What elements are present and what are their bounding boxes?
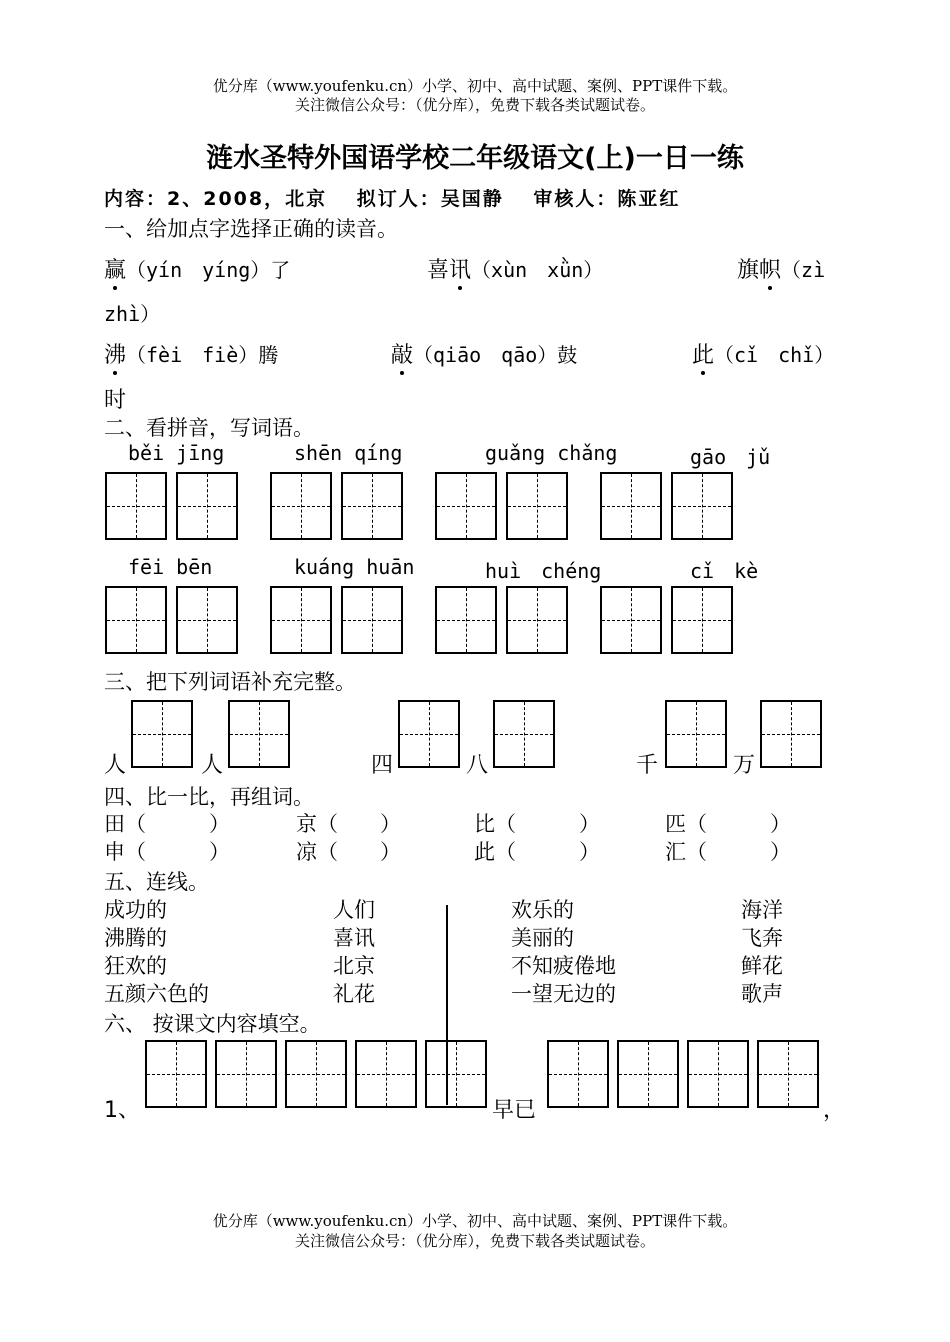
- dotted-char: 帜: [759, 253, 781, 284]
- link-left-word[interactable]: 狂欢的: [104, 954, 167, 978]
- idiom-char: 千: [636, 753, 659, 778]
- idiom-char: 八: [466, 753, 489, 778]
- reading-item-5: 敲（qiāo qāo）鼓: [391, 338, 577, 369]
- idiom-char: 人: [201, 753, 224, 778]
- pinyin-cike: cǐ kè: [690, 559, 759, 583]
- footer-line-1: 优分库（www.youfenku.cn）小学、初中、高中试题、案例、PPT课件下载。: [212, 1212, 738, 1230]
- pinyin-huicheng: huì chéng: [485, 559, 602, 583]
- compare-item: 比（ ）: [474, 812, 600, 836]
- section-5-heading: 五、连线。: [104, 870, 209, 894]
- pinyin-guangchang: guǎng chǎng: [485, 441, 618, 465]
- reading-item-6-wrap: 时: [104, 388, 127, 413]
- pinyin-beijing: běi jīng: [128, 441, 225, 465]
- idiom-char: 人: [104, 753, 127, 778]
- link-left-word[interactable]: 五颜六色的: [104, 982, 209, 1006]
- dotted-char: 赢: [104, 253, 126, 284]
- pinyin-gaoju: gāo jǔ: [690, 445, 771, 469]
- compare-item: 此（ ）: [474, 840, 600, 864]
- tianzi-box[interactable]: [617, 1040, 679, 1108]
- section-6-heading: 六、 按课文内容填空。: [104, 1012, 321, 1036]
- tianzi-box[interactable]: [131, 700, 193, 768]
- tianzi-box[interactable]: [671, 472, 733, 540]
- dotted-char: 此: [692, 338, 714, 369]
- section-3-heading: 三、把下列词语补充完整。: [104, 670, 356, 694]
- link-left-word[interactable]: 欢乐的: [511, 898, 574, 922]
- tianzi-box[interactable]: [506, 586, 568, 654]
- tianzi-box[interactable]: [687, 1040, 749, 1108]
- tianzi-box[interactable]: [547, 1040, 609, 1108]
- idiom-char: 万: [733, 753, 756, 778]
- tianzi-box[interactable]: [425, 1040, 487, 1108]
- tianzi-box[interactable]: [760, 700, 822, 768]
- compare-item: 匹（ ）: [665, 812, 791, 836]
- dotted-char: 沸: [104, 338, 126, 369]
- tianzi-box[interactable]: [506, 472, 568, 540]
- link-right-word[interactable]: 礼花: [333, 982, 375, 1006]
- compare-item: 田（ ）: [104, 812, 230, 836]
- reading-item-4: 沸（fèi fiè）腾: [104, 338, 278, 369]
- reading-item-1: 赢（yín yíng）了: [104, 253, 290, 284]
- link-left-word[interactable]: 不知疲倦地: [511, 954, 616, 978]
- reading-item-2: 喜讯（xùn xǜn）: [427, 253, 603, 284]
- tianzi-box[interactable]: [600, 586, 662, 654]
- link-left-word[interactable]: 美丽的: [511, 926, 574, 950]
- section-2-heading: 二、看拼音，写词语。: [104, 416, 314, 440]
- dotted-char: 讯: [449, 253, 471, 284]
- link-left-word[interactable]: 成功的: [104, 898, 167, 922]
- compare-item: 汇（ ）: [665, 840, 791, 864]
- link-right-word[interactable]: 人们: [333, 898, 375, 922]
- idiom-char: 四: [371, 753, 394, 778]
- tianzi-box[interactable]: [341, 586, 403, 654]
- tianzi-box[interactable]: [228, 700, 290, 768]
- section-4-heading: 四、比一比，再组词。: [104, 785, 314, 809]
- page-title: 涟水圣特外国语学校二年级语文(上)一日一练: [206, 143, 744, 174]
- tianzi-box[interactable]: [270, 472, 332, 540]
- reading-item-3-wrap: zhì）: [104, 302, 161, 326]
- meta-line: 内容：2、2008，北京 拟订人：吴国静 审核人：陈亚红: [104, 188, 681, 210]
- link-right-word[interactable]: 喜讯: [333, 926, 375, 950]
- tianzi-box[interactable]: [285, 1040, 347, 1108]
- pinyin-kuanghuan: kuáng huān: [294, 555, 415, 579]
- tianzi-box[interactable]: [600, 472, 662, 540]
- tianzi-box[interactable]: [435, 472, 497, 540]
- link-right-word[interactable]: 飞奔: [741, 926, 783, 950]
- footer-line-2: 关注微信公众号：（优分库），免费下载各类试题试卷。: [294, 1232, 655, 1250]
- tianzi-box[interactable]: [435, 586, 497, 654]
- link-right-word[interactable]: 鲜花: [741, 954, 783, 978]
- link-right-word[interactable]: 海洋: [741, 898, 783, 922]
- compare-item: 京（ ）: [296, 812, 401, 836]
- reading-item-6: 此（cǐ chǐ）: [692, 338, 834, 369]
- tianzi-box[interactable]: [671, 586, 733, 654]
- compare-item: 申（ ）: [104, 840, 230, 864]
- tianzi-box[interactable]: [341, 472, 403, 540]
- section-1-heading: 一、给加点字选择正确的读音。: [104, 217, 398, 241]
- tianzi-box[interactable]: [355, 1040, 417, 1108]
- tianzi-box[interactable]: [665, 700, 727, 768]
- tianzi-box[interactable]: [493, 700, 555, 768]
- pinyin-shenqing: shēn qíng: [294, 441, 403, 465]
- fill-middle-text: 早已: [492, 1098, 537, 1123]
- compare-item: 凉（ ）: [296, 840, 401, 864]
- reading-item-3: 旗帜（zì: [737, 253, 825, 284]
- fill-number: 1、: [104, 1098, 140, 1123]
- tianzi-box[interactable]: [105, 472, 167, 540]
- tianzi-box[interactable]: [757, 1040, 819, 1108]
- tianzi-box[interactable]: [176, 586, 238, 654]
- header-line-1: 优分库（www.youfenku.cn）小学、初中、高中试题、案例、PPT课件下载。: [212, 77, 738, 95]
- fill-end-punct: ，: [823, 1098, 846, 1123]
- tianzi-box[interactable]: [145, 1040, 207, 1108]
- tianzi-box[interactable]: [398, 700, 460, 768]
- tianzi-box[interactable]: [270, 586, 332, 654]
- tianzi-box[interactable]: [215, 1040, 277, 1108]
- pinyin-feiben: fēi bēn: [128, 555, 213, 579]
- link-right-word[interactable]: 歌声: [741, 982, 783, 1006]
- link-left-word[interactable]: 沸腾的: [104, 926, 167, 950]
- link-left-word[interactable]: 一望无边的: [511, 982, 616, 1006]
- tianzi-box[interactable]: [176, 472, 238, 540]
- tianzi-box[interactable]: [105, 586, 167, 654]
- header-line-2: 关注微信公众号：（优分库），免费下载各类试题试卷。: [294, 96, 655, 114]
- link-right-word[interactable]: 北京: [333, 954, 375, 978]
- dotted-char: 敲: [391, 338, 413, 369]
